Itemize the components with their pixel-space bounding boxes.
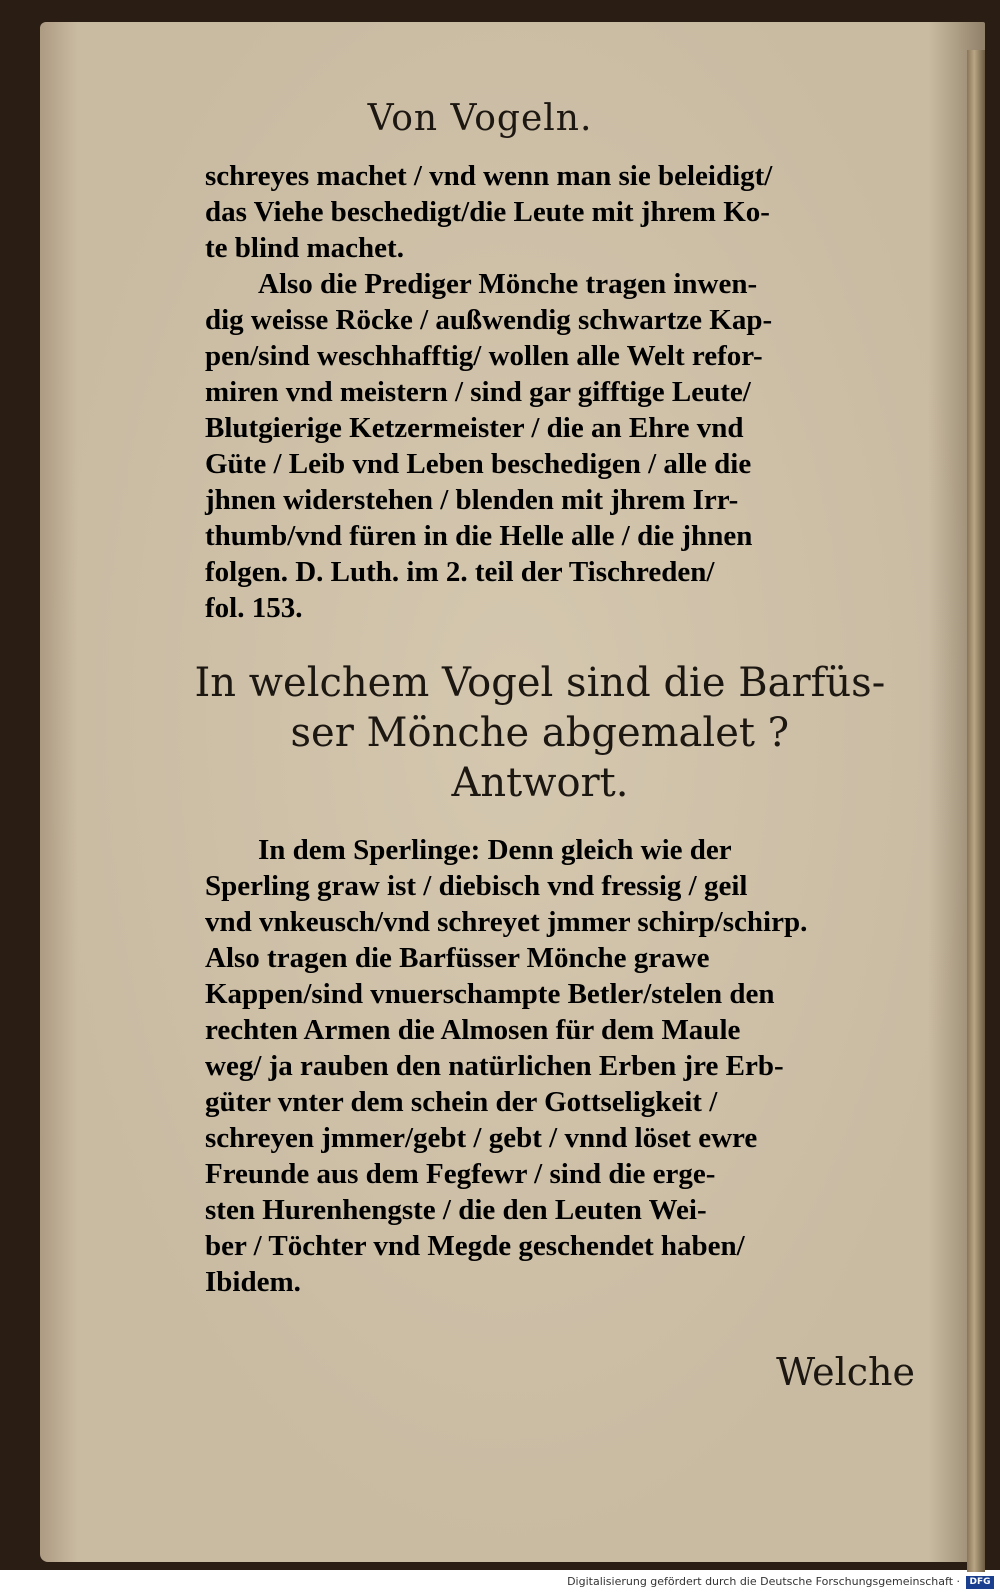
- funding-notice: Digitalisierung gefördert durch die Deutsche Forschungsgemeinschaft ·: [567, 1575, 960, 1588]
- text-line: fol. 153.: [205, 592, 303, 624]
- text-line: miren vnd meistern / sind gar gifftige Leute/: [205, 376, 751, 408]
- text-line: das Viehe beschedigt/die Leute mit jhrem Ko-: [205, 196, 770, 228]
- catchword: Welche: [776, 1350, 915, 1394]
- dfg-logo-icon: DFG: [966, 1576, 994, 1589]
- text-line: Sperling graw ist / diebisch vnd fressig / geil: [205, 870, 748, 902]
- text-line: Güte / Leib vnd Leben beschedigen / alle die: [205, 448, 752, 480]
- heading-line: Antwort.: [451, 760, 629, 806]
- page-edge: [967, 50, 985, 1580]
- text-line: rechten Armen die Almosen für dem Maule: [205, 1014, 741, 1046]
- text-line: Blutgierige Ketzermeister / die an Ehre vnd: [205, 412, 744, 444]
- text-line: Ibidem.: [205, 1266, 301, 1298]
- running-head: Von Vogeln.: [367, 98, 593, 139]
- heading-line: ser Mönche abgemalet ?: [290, 710, 790, 756]
- text-line: sten Hurenhengste / die den Leuten Wei-: [205, 1194, 707, 1226]
- heading-line: In welchem Vogel sind die Barfüs-: [194, 660, 886, 706]
- text-line: folgen. D. Luth. im 2. teil der Tischreden/: [205, 556, 715, 588]
- text-line: te blind machet.: [205, 232, 404, 264]
- text-line: weg/ ja rauben den natürlichen Erben jre Erb-: [205, 1050, 784, 1082]
- text-line: dig weisse Röcke / außwendig schwartze Kap-: [205, 304, 773, 336]
- text-line: jhnen widerstehen / blenden mit jhrem Irr-: [205, 484, 739, 516]
- footer-bar: [0, 1572, 1000, 1594]
- text-line: güter vnter dem schein der Gottseligkeit /: [205, 1086, 718, 1118]
- text-line: pen/sind weschhafftig/ wollen alle Welt refor-: [205, 340, 763, 372]
- text-line: schreyes machet / vnd wenn man sie beleidigt/: [205, 160, 773, 192]
- text-line: Also die Prediger Mönche tragen inwen-: [258, 268, 758, 300]
- text-line: vnd vnkeusch/vnd schreyet jmmer schirp/schirp.: [205, 906, 808, 938]
- text-line: Freunde aus dem Fegfewr / sind die erge-: [205, 1158, 716, 1190]
- text-line: ber / Töchter vnd Megde geschendet haben/: [205, 1230, 745, 1262]
- text-line: thumb/vnd füren in die Helle alle / die jhnen: [205, 520, 753, 552]
- text-line: Kappen/sind vnuerschampte Betler/stelen den: [205, 978, 775, 1010]
- text-line: schreyen jmmer/gebt / gebt / vnnd löset ewre: [205, 1122, 758, 1154]
- text-line: In dem Sperlinge: Denn gleich wie der: [258, 834, 732, 866]
- text-line: Also tragen die Barfüsser Mönche grawe: [205, 942, 710, 974]
